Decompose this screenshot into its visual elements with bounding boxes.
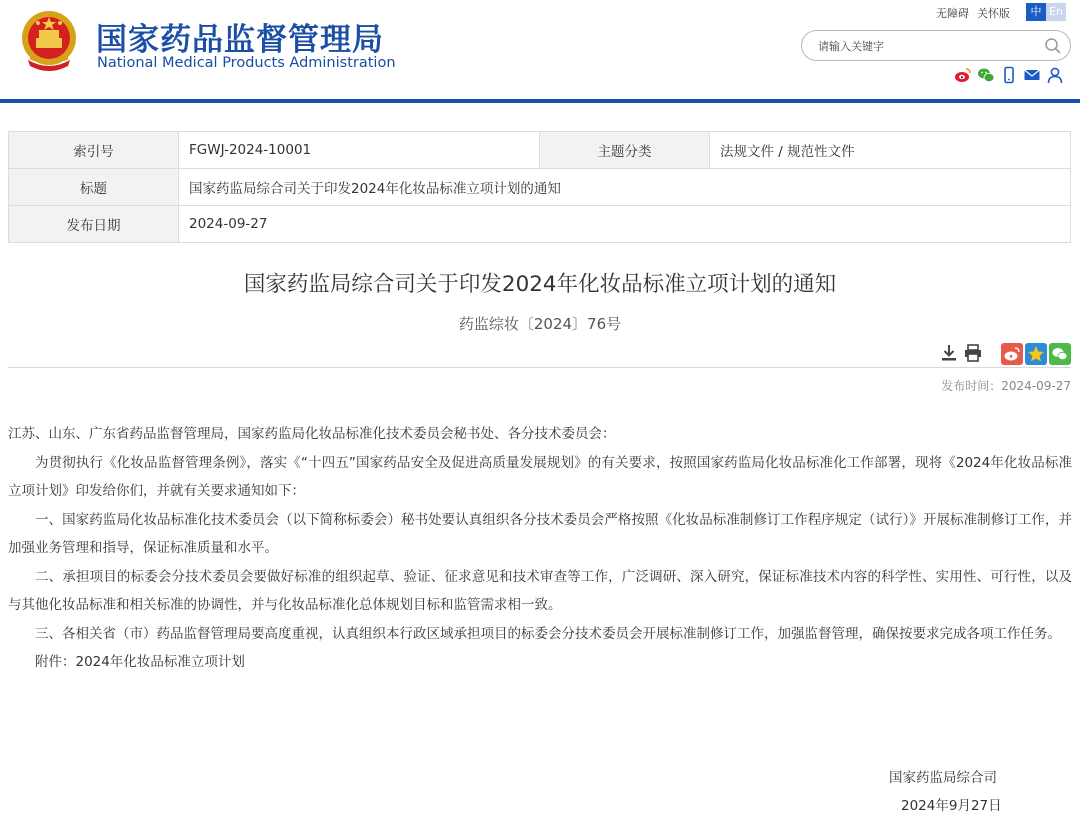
share-favorite-icon[interactable]: [1025, 343, 1045, 363]
body-paragraph: 为贯彻执行《化妆品监督管理条例》，落实《“十四五”国家药品安全及促进高质量发展规划》的有关要求，按照国家药监局化妆品标准化工作部署，现将《2024年化妆品标准立项计划》印发给你们，并就有关要求通知如下：: [8, 454, 1072, 499]
download-icon[interactable]: [939, 343, 959, 363]
print-icon[interactable]: [963, 343, 983, 363]
lang-en-button[interactable]: En: [1046, 3, 1066, 21]
table-row: [9, 132, 1071, 169]
signature-organization: 国家药监局综合司: [889, 770, 997, 786]
body-paragraph: 三、各相关省（市）药品监督管理局要高度重视，认真组织本行政区域承担项目的标委会分技术委员会开展标准制修订工作，加强监督管理，确保按要求完成各项工作任务。: [35, 625, 1061, 642]
language-switch: [1026, 3, 1066, 21]
social-links: [954, 66, 1064, 84]
mobile-icon[interactable]: [1000, 66, 1018, 84]
share-wechat-icon[interactable]: [1049, 343, 1069, 363]
weibo-icon[interactable]: [954, 66, 972, 84]
lang-cn-button[interactable]: 中: [1026, 3, 1046, 21]
document-info-table: [8, 131, 1071, 243]
category-label: 主题分类: [540, 132, 710, 169]
email-icon[interactable]: [1023, 66, 1041, 84]
national-emblem-icon[interactable]: [18, 8, 80, 74]
site-name-cn[interactable]: 国家药品监督管理局: [96, 22, 384, 58]
search-icon[interactable]: [1044, 37, 1062, 55]
page-title: 国家药监局综合司关于印发2024年化妆品标准立项计划的通知: [243, 272, 837, 297]
site-name-en[interactable]: National Medical Products Administration: [97, 55, 396, 71]
body-paragraph: 一、国家药监局化妆品标准化技术委员会（以下简称标委会）秘书处要认真组织各分技术委员会严格按照《化妆品标准制修订工作程序规定（试行）》开展标准制修订工作，并加强业务管理和指导，保证标准质量和水平。: [8, 511, 1072, 556]
search-box: [801, 30, 1071, 61]
date-value: 2024-09-27: [179, 206, 1071, 243]
header-divider: [0, 99, 1080, 103]
salutation: 江苏、山东、广东省药品监督管理局，国家药监局化妆品标准化技术委员会秘书处、各分技术委员会：: [8, 426, 616, 442]
document-body: [8, 420, 1072, 677]
search-input[interactable]: [818, 37, 1033, 55]
share-weibo-icon[interactable]: [1001, 343, 1021, 363]
table-row: [9, 169, 1071, 206]
category-value: 法规文件 / 规范性文件: [710, 132, 1071, 169]
title-divider: [8, 367, 1071, 368]
top-links: [936, 5, 1010, 21]
wechat-icon[interactable]: [977, 66, 995, 84]
site-header: [0, 0, 1080, 101]
index-label: 索引号: [9, 132, 179, 169]
index-value: FGWJ-2024-10001: [179, 132, 540, 169]
attachment-line: 附件：2024年化妆品标准立项计划: [35, 654, 245, 670]
title-value: 国家药监局综合司关于印发2024年化妆品标准立项计划的通知: [179, 169, 1071, 206]
table-row: [9, 206, 1071, 243]
user-icon[interactable]: [1046, 66, 1064, 84]
title-label: 标题: [9, 169, 179, 206]
body-paragraph: 二、承担项目的标委会分技术委员会要做好标准的组织起草、验证、征求意见和技术审查等工作，广泛调研、深入研究，保证标准技术内容的科学性、实用性、可行性，以及与其他化妆品标准和相关标准的协调性，并与化妆品标准化总体规划目标和监管需求相一致。: [8, 568, 1072, 613]
publish-time: 发布时间：2024-09-27: [941, 379, 1071, 393]
date-label: 发布日期: [9, 206, 179, 243]
accessibility-link[interactable]: 无障碍: [936, 7, 969, 20]
document-number: 药监综妆〔2024〕76号: [458, 315, 622, 333]
article-tools: [939, 343, 1069, 363]
signature-date: 2024年9月27日: [901, 798, 1002, 813]
care-mode-link[interactable]: 关怀版: [977, 7, 1010, 20]
